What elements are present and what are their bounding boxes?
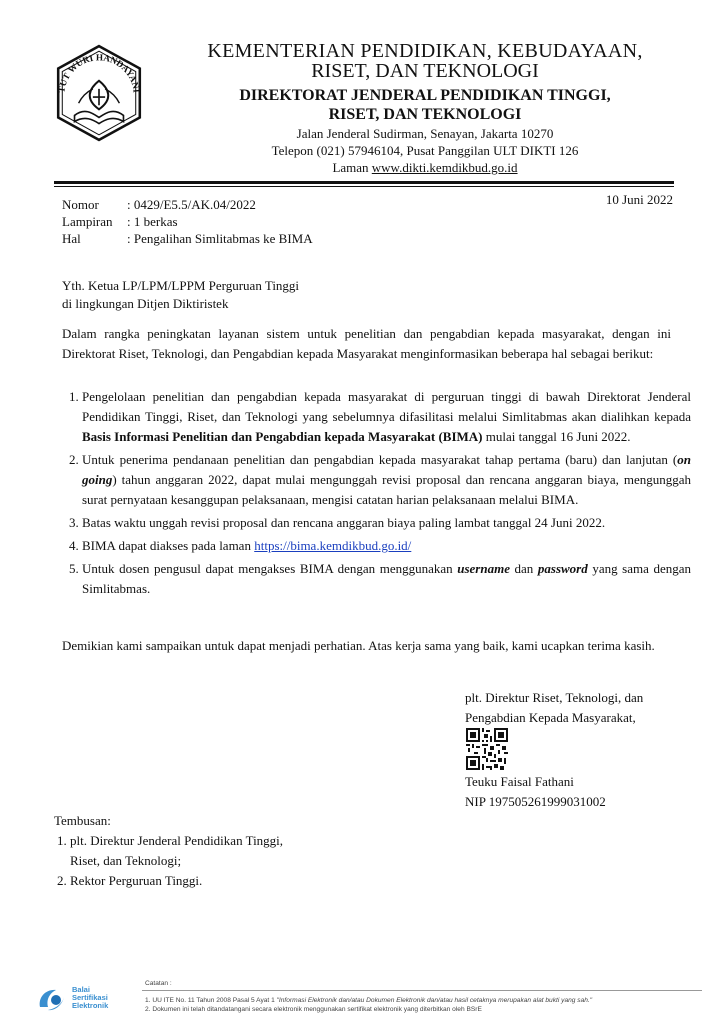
carbon-copy — [54, 811, 283, 891]
note-text: 1. UU ITE No. 11 Tahun 2008 Pasal 5 Ayat 1 — [145, 997, 277, 1004]
recipient-line1: Yth. Ketua LP/LPM/LPPM Perguruan Tinggi — [62, 278, 300, 293]
signer-nip: NIP 197505261999031002 — [465, 794, 606, 809]
cc-item-text: Rektor Perguruan Tinggi. — [70, 873, 203, 888]
item-bold-text: Basis Informasi Penelitian dan Pengabdian kepada Masyarakat (BIMA) — [82, 429, 483, 444]
office-website — [170, 161, 680, 176]
meta-label: Lampiran — [62, 214, 113, 229]
cc-item-text: Riset, dan Teknologi; — [70, 853, 182, 868]
closing-paragraph: Demikian kami sampaikan untuk dapat menjadi perhatian. Atas kerja sama yang baik, kami ucapkan terima kasih. — [62, 638, 655, 653]
item-text: yang sama dengan Simlitabmas. — [82, 561, 691, 596]
recipient-line2: di lingkungan Ditjen Diktiristek — [62, 296, 229, 311]
meta-label: Hal — [62, 231, 81, 246]
list-item — [82, 450, 691, 510]
meta-value: : 0429/E5.5/AK.04/2022 — [127, 197, 256, 212]
cc-title: Tembusan: — [54, 813, 111, 828]
meta-value: : Pengalihan Simlitabmas ke BIMA — [127, 231, 313, 246]
logo-text: TUT WURI HANDAYANI — [56, 52, 142, 94]
item-text: Pengelolaan penelitian dan pengabdian kepada masyarakat di perguruan tinggi di bawah Direktorat Jenderal Pendidikan Tinggi, Riset, dan Teknologi yang sebelumnya difasilitasi melalui Simlitabmas akan dialihkan kepada — [82, 389, 691, 424]
list-item — [70, 871, 283, 891]
letter-items — [62, 387, 691, 602]
office-address: Jalan Jenderal Sudirman, Senayan, Jakarta 10270 — [296, 126, 554, 141]
website-label: Laman — [332, 160, 369, 175]
signer — [465, 772, 606, 812]
recipient — [62, 277, 671, 313]
meta-row-nomor — [62, 196, 313, 213]
bsre-mark-icon — [36, 985, 68, 1015]
meta-label: Nomor — [62, 197, 99, 212]
meta-value: : 1 berkas — [127, 214, 178, 229]
item-text: ) tahun anggaran 2022, dapat mulai mengunggah revisi proposal dan rencana anggaran biaya, mengunggah surat pernyataan kesanggupan pelaksanaan, mengisi catatan harian pelaksanaan melalui BIMA. — [82, 472, 691, 507]
office-phone: Telepon (021) 57946104, Pusat Panggilan ULT DIKTI 126 — [271, 143, 579, 158]
letterhead-rule-thick — [54, 181, 674, 184]
bsre-text-line1: Balai — [72, 985, 90, 994]
list-item — [82, 387, 691, 447]
bsre-logo — [36, 983, 156, 1017]
signature-title-line2: Pengabdian Kepada Masyarakat, — [465, 710, 636, 725]
signature-title-line1: plt. Direktur Riset, Teknologi, dan — [465, 690, 644, 705]
footer-rule — [142, 990, 702, 991]
bsre-text-line3: Elektronik — [72, 1001, 109, 1010]
list-item — [70, 831, 283, 871]
signer-name: Teuku Faisal Fathani — [465, 774, 574, 789]
note-2: 2. Dokumen ini telah ditandatangani secara elektronik menggunakan sertifikat elektronik yang diterbitkan oleh BSrE — [145, 1006, 482, 1013]
directorate-name-line2: RISET, DAN TEKNOLOGI — [328, 106, 522, 123]
item-text: Batas waktu unggah revisi proposal dan rencana anggaran biaya paling lambat tanggal 24 Juni 2022. — [82, 515, 606, 530]
note-1 — [145, 996, 715, 1005]
list-item — [82, 513, 691, 533]
item-emphasis: on going — [82, 452, 691, 487]
item-text: BIMA dapat diakses pada laman — [82, 538, 255, 553]
item-emphasis: password — [537, 561, 588, 576]
footer-notes — [145, 979, 715, 1014]
note-emphasis: "Informasi Elektronik dan/atau Dokumen Elektronik dan/atau hasil cetaknya merupakan alat bukti yang sah." — [276, 997, 593, 1004]
notes-title: Catatan : — [145, 980, 172, 987]
signature-title — [465, 688, 643, 728]
signature-qr-code — [466, 728, 508, 770]
svg-text:TUT WURI HANDAYANI — [56, 52, 141, 93]
item-text: Untuk dosen pengusul dapat mengakses BIMA dengan menggunakan — [82, 561, 458, 576]
meta-row-lampiran — [62, 213, 313, 230]
meta-row-hal — [62, 230, 313, 247]
letter-date: 10 Juni 2022 — [605, 192, 673, 207]
intro-paragraph: Dalam rangka peningkatan layanan sistem untuk penelitian dan pengabdian kepada masyarakat, dengan ini Direktorat Riset, Teknologi, dan Pengabdian kepada Masyarakat menginformasikan beberapa hal sebagai berikut: — [62, 326, 671, 361]
item-emphasis: username — [457, 561, 510, 576]
item-text: Untuk penerima pendanaan penelitian dan pengabdian kepada masyarakat tahap pertama (baru) dan lanjutan ( — [82, 452, 678, 467]
ministry-name-line2: RISET, DAN TEKNOLOGI — [311, 60, 539, 82]
item-text: dan — [509, 561, 538, 576]
list-item — [82, 559, 691, 599]
website-link[interactable]: www.dikti.kemdikbud.go.id — [371, 160, 518, 175]
bima-link[interactable]: https://bima.kemdikbud.go.id/ — [254, 538, 412, 553]
letterhead-rule-thin — [54, 186, 674, 187]
tut-wuri-handayani-logo — [48, 42, 150, 144]
letter-meta — [62, 196, 313, 247]
directorate-name-line1: DIREKTORAT JENDERAL PENDIDIKAN TINGGI, — [239, 87, 611, 104]
list-item — [82, 536, 691, 556]
item-text: mulai tanggal 16 Juni 2022. — [482, 429, 631, 444]
cc-item-text: plt. Direktur Jenderal Pendidikan Tinggi, — [70, 833, 284, 848]
ministry-name-line1: KEMENTERIAN PENDIDIKAN, KEBUDAYAAN, — [207, 40, 643, 62]
bsre-text-line2: Sertifikasi — [72, 993, 108, 1002]
